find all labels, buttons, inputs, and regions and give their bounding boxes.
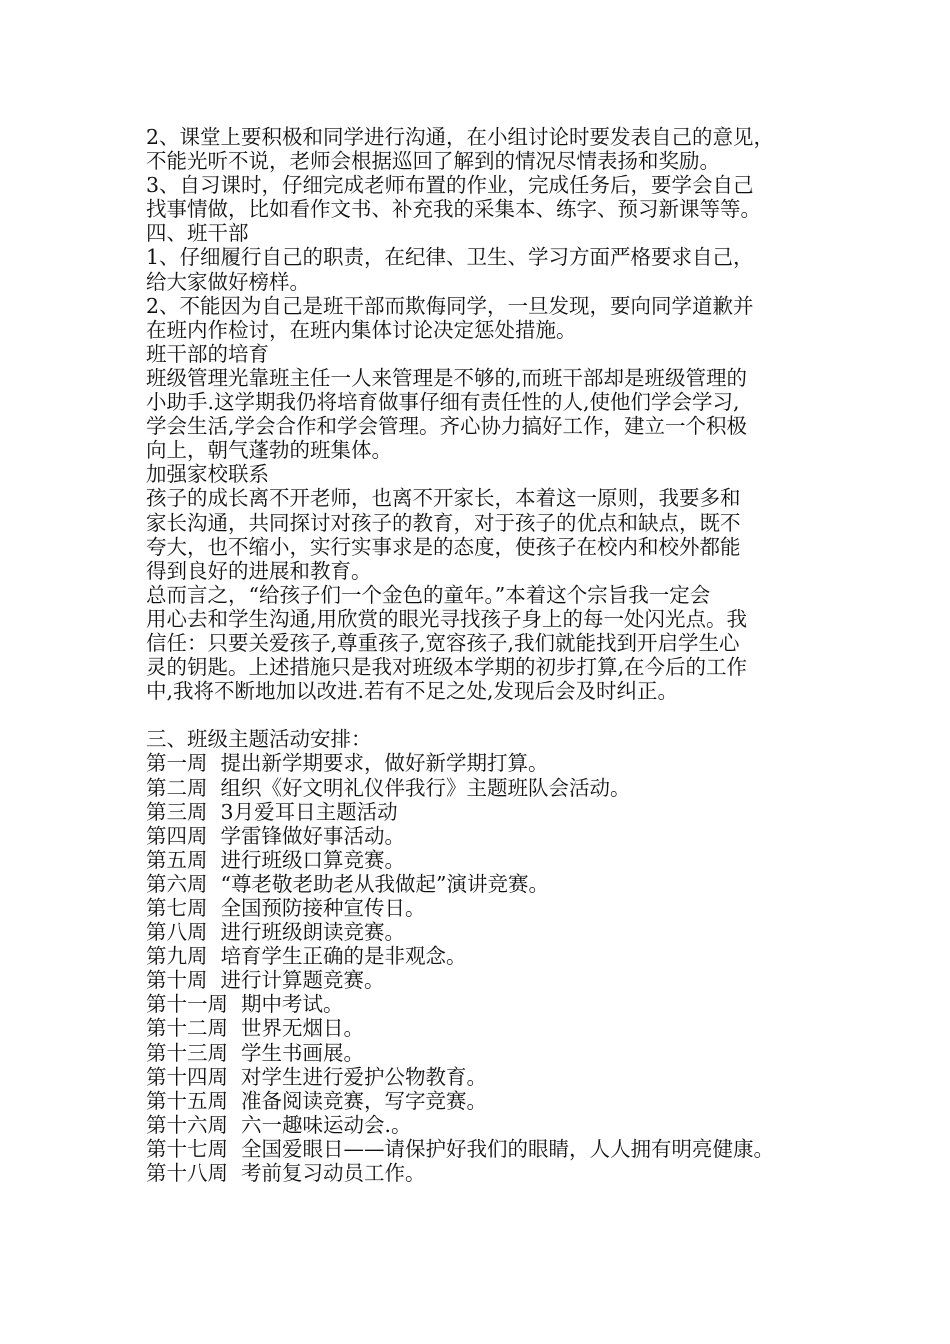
- section-heading: 班干部的培育: [146, 341, 269, 366]
- schedule-item: 第十二周 世界无烟日。: [146, 1016, 365, 1041]
- schedule-item: 第一周 提出新学期要求，做好新学期打算。: [146, 751, 549, 776]
- schedule-item: 第八周 进行班级朗读竞赛。: [146, 920, 406, 945]
- schedule-section: [146, 727, 826, 1185]
- schedule-item: 第五周 进行班级口算竞赛。: [146, 847, 406, 872]
- blank-line: [146, 703, 826, 727]
- schedule-heading: 三、班级主题活动安排：: [146, 727, 372, 752]
- text-line: 得到良好的进展和教育。: [146, 558, 372, 583]
- schedule-item: 第十三周 学生书画展。: [146, 1040, 365, 1065]
- text-line: 1、仔细履行自己的职责，在纪律、卫生、学习方面严格要求自己，: [146, 245, 754, 270]
- text-line: 中,我将不断地加以改进.若有不足之处,发现后会及时纠正。: [146, 679, 679, 704]
- schedule-item: 第十五周 准备阅读竞赛，写字竞赛。: [146, 1088, 488, 1113]
- schedule-item: 第六周 “尊老敬老助老从我做起”演讲竞赛。: [146, 871, 549, 896]
- text-line: 夸大，也不缩小，实行实事求是的态度，使孩子在校内和校外都能: [146, 534, 741, 559]
- text-line: 小助手.这学期我仍将培育做事仔细有责任性的人,使他们学会学习,: [146, 390, 740, 415]
- text-line: 向上，朝气蓬勃的班集体。: [146, 438, 392, 463]
- document-page: [146, 125, 826, 1185]
- text-line: 班级管理光靠班主任一人来管理是不够的,而班干部却是班级管理的: [146, 365, 748, 390]
- schedule-item: 第十四周 对学生进行爱护公物教育。: [146, 1064, 488, 1089]
- schedule-item: 第七周 全国预防接种宣传日。: [146, 896, 426, 920]
- schedule-item: 第二周 组织《好文明礼仪伴我行》主题班队会活动。: [146, 775, 631, 800]
- text-line: 在班内作检讨，在班内集体讨论决定惩处措施。: [146, 317, 577, 342]
- text-line: 找事情做，比如看作文书、补充我的采集本、练字、预习新课等等。: [146, 197, 761, 222]
- text-line: 用心去和学生沟通,用欣赏的眼光寻找孩子身上的每一处闪光点。我: [146, 606, 748, 631]
- schedule-item: 第九周 培育学生正确的是非观念。: [146, 944, 467, 969]
- text-line: 家长沟通，共同探讨对孩子的教育，对于孩子的优点和缺点，既不: [146, 510, 741, 535]
- body-text: [146, 125, 826, 703]
- text-line: 总而言之，“给孩子们一个金色的童年。”本着这个宗旨我一定会: [146, 582, 711, 607]
- section-heading: 加强家校联系: [146, 462, 269, 487]
- text-line: 3、自习课时，仔细完成老师布置的作业，完成任务后，要学会自己: [146, 173, 754, 198]
- schedule-item: 第十七周 全国爱眼日——请保护好我们的眼睛，人人拥有明亮健康。: [146, 1136, 775, 1161]
- text-line: 不能光听不说，老师会根据巡回了解到的情况尽情表扬和奖励。: [146, 149, 720, 174]
- schedule-item: 第三周 3月爱耳日主题活动: [146, 799, 398, 824]
- text-line: 学会生活,学会合作和学会管理。齐心协力搞好工作，建立一个积极: [146, 414, 748, 439]
- text-line: 2、课堂上要积极和同学进行沟通，在小组讨论时要发表自己的意见，: [146, 125, 775, 149]
- schedule-item: 第十六周 六一趣味运动会.。: [146, 1112, 412, 1137]
- text-line: 信任：只要关爱孩子,尊重孩子,宽容孩子,我们就能找到开启学生心: [146, 630, 740, 655]
- schedule-item: 第十八周 考前复习动员工作。: [146, 1161, 426, 1186]
- text-line: 给大家做好榜样。: [146, 269, 310, 294]
- schedule-item: 第四周 学雷锋做好事活动。: [146, 823, 406, 848]
- text-line: 2、不能因为自己是班干部而欺侮同学，一旦发现，要向同学道歉并: [146, 293, 754, 318]
- text-line: 灵的钥匙。上述措施只是我对班级本学期的初步打算,在今后的工作: [146, 655, 748, 680]
- section-heading: 四、班干部: [146, 221, 249, 246]
- text-line: 孩子的成长离不开老师，也离不开家长，本着这一原则，我要多和: [146, 486, 741, 511]
- schedule-item: 第十周 进行计算题竞赛。: [146, 968, 385, 993]
- schedule-item: 第十一周 期中考试。: [146, 992, 344, 1017]
